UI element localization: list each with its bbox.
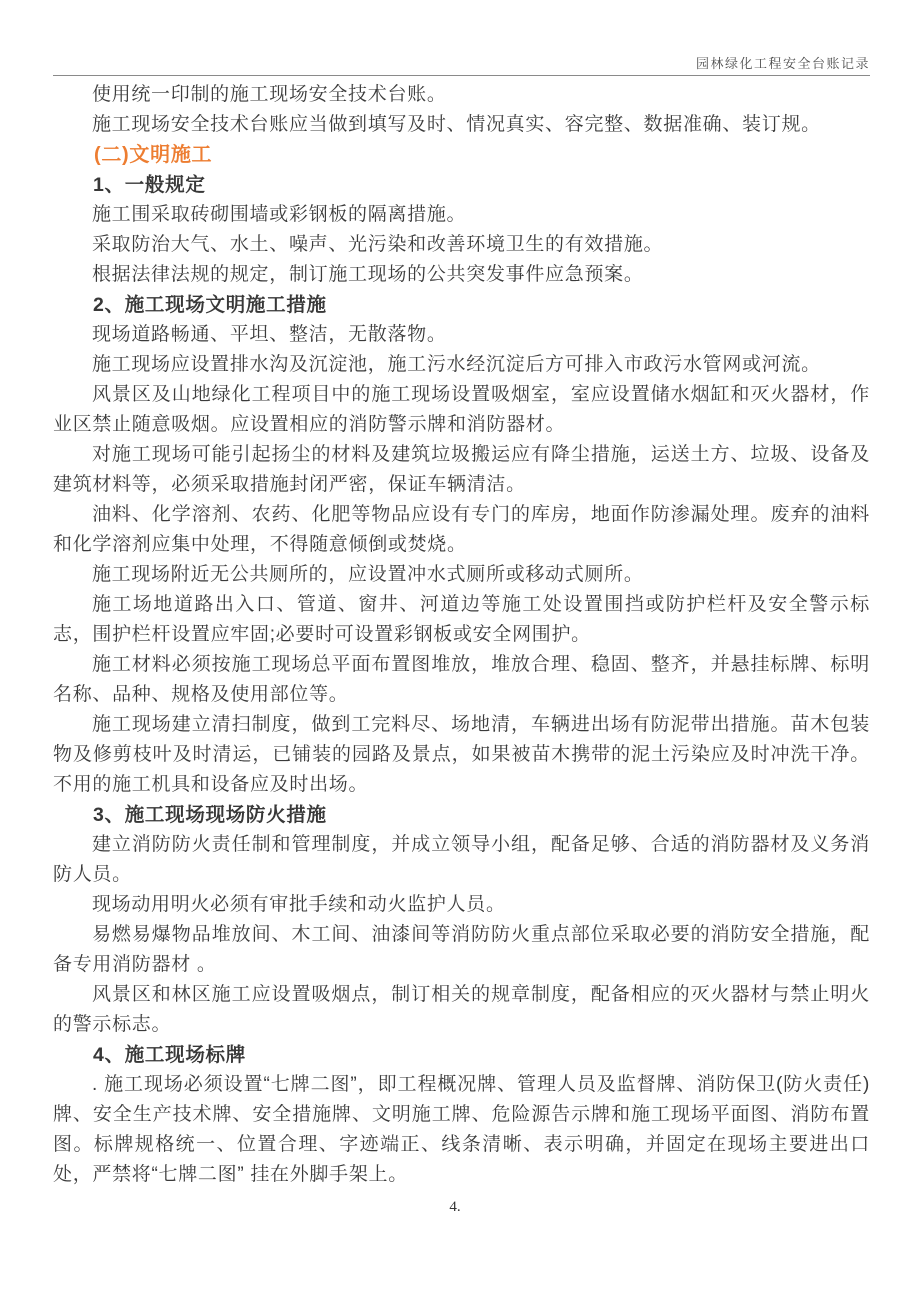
section-heading: (二)文明施工 xyxy=(94,144,213,166)
page-footer xyxy=(0,1198,910,1216)
document-body xyxy=(53,80,870,1190)
paragraph: 施工现场应设置排水沟及沉淀池，施工污水经沉淀后方可排入市政污水管网或河流。 xyxy=(91,354,821,375)
paragraph: 根据法律法规的规定，制订施工现场的公共突发事件应急预案。 xyxy=(91,264,644,285)
sub-heading: 1、一般规定 xyxy=(92,174,206,196)
page-number: 4. xyxy=(449,1199,461,1215)
paragraph: 风景区和林区施工应设置吸烟点，制订相关的规章制度，配备相应的灭火器材与禁止明火的警示标志。 xyxy=(53,984,870,1035)
sub-heading: 4、施工现场标牌 xyxy=(92,1044,246,1066)
sub-heading: 2、施工现场文明施工措施 xyxy=(92,294,327,316)
paragraph: 施工场地道路出入口、管道、窗井、河道边等施工处设置围挡或防护栏杆及安全警示标志，围护栏杆设置应牢固;必要时可设置彩钢板或安全网围护。 xyxy=(53,594,870,645)
sub-heading: 3、施工现场现场防火措施 xyxy=(92,804,327,826)
paragraph: 建立消防防火责任制和管理制度，并成立领导小组，配备足够、合适的消防器材及义务消防人员。 xyxy=(53,834,870,885)
paragraph: 现场动用明火必须有审批手续和动火监护人员。 xyxy=(91,894,506,915)
paragraph: 施工现场附近无公共厕所的，应设置冲水式厕所或移动式厕所。 xyxy=(91,564,644,585)
paragraph: 使用统一印制的施工现场安全技术台账。 xyxy=(91,84,447,105)
paragraph: 施工材料必须按施工现场总平面布置图堆放，堆放合理、稳固、整齐，并悬挂标牌、标明名称、品种、规格及使用部位等。 xyxy=(53,654,870,705)
paragraph: 现场道路畅通、平坦、整洁，无散落物。 xyxy=(91,324,447,345)
paragraph: 易燃易爆物品堆放间、木工间、油漆间等消防防火重点部位采取必要的消防安全措施，配备专用消防器材 。 xyxy=(53,924,870,975)
paragraph: 施工现场安全技术台账应当做到填写及时、情况真实、容完整、数据准确、装订规。 xyxy=(91,114,821,135)
paragraph: 施工现场建立清扫制度，做到工完料尽、场地清，车辆进出场有防泥带出措施。苗木包装物及修剪枝叶及时清运，已铺装的园路及景点，如果被苗木携带的泥土污染应及时冲洗干净。不用的施工机具和设备应及时出场。 xyxy=(53,714,870,795)
page-header xyxy=(53,0,870,76)
paragraph: 油料、化学溶剂、农药、化肥等物品应设有专门的库房，地面作防渗漏处理。废弃的油料和化学溶剂应集中处理，不得随意倾倒或焚烧。 xyxy=(53,504,870,555)
paragraph: . 施工现场必须设置“七牌二图”，即工程概况牌、管理人员及监督牌、消防保卫(防火责任)牌、安全生产技术牌、安全措施牌、文明施工牌、危险源告示牌和施工现场平面图、消防布置图。标牌规格统一、位置合理、字迹端正、线条清晰、表示明确，并固定在现场主要进出口处，严禁将“七牌二图” 挂在外脚手架上。 xyxy=(53,1074,870,1185)
paragraph: 施工围采取砖砌围墙或彩钢板的隔离措施。 xyxy=(91,204,467,225)
paragraph: 对施工现场可能引起扬尘的材料及建筑垃圾搬运应有降尘措施，运送土方、垃圾、设备及建筑材料等，必须采取措施封闭严密，保证车辆清洁。 xyxy=(53,444,870,495)
paragraph: 采取防治大气、水土、噪声、光污染和改善环境卫生的有效措施。 xyxy=(91,234,664,255)
paragraph: 风景区及山地绿化工程项目中的施工现场设置吸烟室，室应设置储水烟缸和灭火器材，作业区禁止随意吸烟。应设置相应的消防警示牌和消防器材。 xyxy=(53,384,870,435)
header-title: 园林绿化工程安全台账记录 xyxy=(695,56,870,71)
